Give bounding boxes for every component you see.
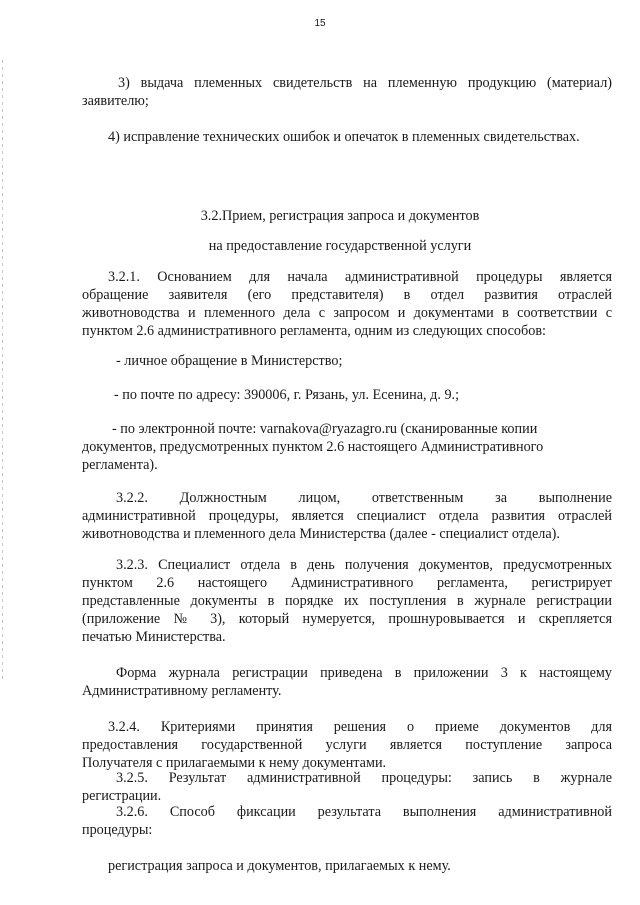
p325-line: 3.2.5. Результат административной процедуры: запись в журнале (116, 770, 612, 786)
final-line: регистрация запроса и документов, прилагаемых к нему. (108, 858, 451, 874)
method-email-line: - по электронной почте: varnakova@ryazagro.ru (сканированные копии (112, 421, 538, 437)
method-line: - по почте по адресу: 390006, г. Рязань, ул. Есенина, д. 9.; (114, 387, 460, 403)
p326-line: 3.2.6. Способ фиксации результата выполнения административной (116, 804, 612, 820)
section-title-line2: на предоставление государственной услуги (208, 238, 472, 254)
p324-line: 3.2.4. Критериями принятия решения о приеме документов для (108, 719, 612, 735)
p322-line: административной процедуры, является специалист отдела развития отраслей (82, 508, 612, 524)
method-email-line: регламента). (82, 457, 158, 473)
p323-line: (приложение № 3), который нумеруется, прошнуровывается и скрепляется (82, 611, 612, 627)
page-number: 15 (314, 18, 326, 29)
paragraph-3-2-1 (82, 268, 612, 340)
p325-line: регистрации. (82, 788, 162, 804)
paragraph-3-2-4 (82, 718, 612, 772)
paragraph-3-2-3 (82, 556, 612, 646)
method-email-line: документов, предусмотренных пунктом 2.6 настоящего Административного (82, 439, 544, 455)
p321-line: животноводства и племенного дела с запросом и документами в соответствии с (82, 305, 612, 321)
p324-line: Получателя с прилагаемыми к нему документами. (82, 755, 387, 771)
p322-line: 3.2.2. Должностным лицом, ответственным за выполнение (116, 490, 612, 506)
section-title (60, 207, 620, 225)
method-line: - личное обращение в Министерство; (116, 353, 343, 369)
section-subtitle (60, 237, 620, 255)
p323-line: печатью Министерства. (82, 629, 226, 645)
method-mail (82, 386, 612, 404)
method-email (82, 420, 612, 474)
scan-edge-mark (2, 60, 3, 680)
method-personal (82, 352, 612, 370)
paragraph-final (82, 857, 612, 875)
list-item-4 (82, 128, 612, 146)
p322-line: животноводства и племенного дела Министерства (далее - специалист отдела). (82, 526, 560, 542)
p323-line: пунктом 2.6 настоящего Административного регламента, регистрирует (82, 575, 612, 591)
p324-line: предоставления государственной услуги является поступление запроса (82, 737, 612, 753)
list-item-3 (82, 74, 612, 110)
p321-line: пунктом 2.6 административного регламента, одним из следующих способов: (82, 323, 546, 339)
paragraph-3-2-5 (82, 769, 612, 805)
form-line: Административному регламенту. (82, 683, 282, 699)
form-line: Форма журнала регистрации приведена в приложении 3 к настоящему (116, 665, 612, 681)
p323-line: 3.2.3. Специалист отдела в день получения документов, предусмотренных (116, 557, 612, 573)
list-item-3-line1: 3) выдача племенных свидетельств на племенную продукцию (материал) (118, 75, 612, 91)
p326-line: процедуры: (82, 822, 153, 838)
list-item-4-line1: 4) исправление технических ошибок и опечаток в племенных свидетельствах. (108, 129, 580, 145)
p321-line: обращение заявителя (его представителя) в отдел развития отраслей (82, 287, 612, 303)
section-title-line1: 3.2.Прием, регистрация запроса и документов (200, 208, 480, 224)
paragraph-3-2-2 (82, 489, 612, 543)
list-item-3-line2: заявителю; (82, 93, 149, 109)
p321-line: 3.2.1. Основанием для начала административной процедуры является (108, 269, 612, 285)
p323-line: представленные документы в порядке их поступления в журнале регистрации (82, 593, 612, 609)
paragraph-3-2-6 (82, 803, 612, 839)
paragraph-journal-form (82, 664, 612, 700)
